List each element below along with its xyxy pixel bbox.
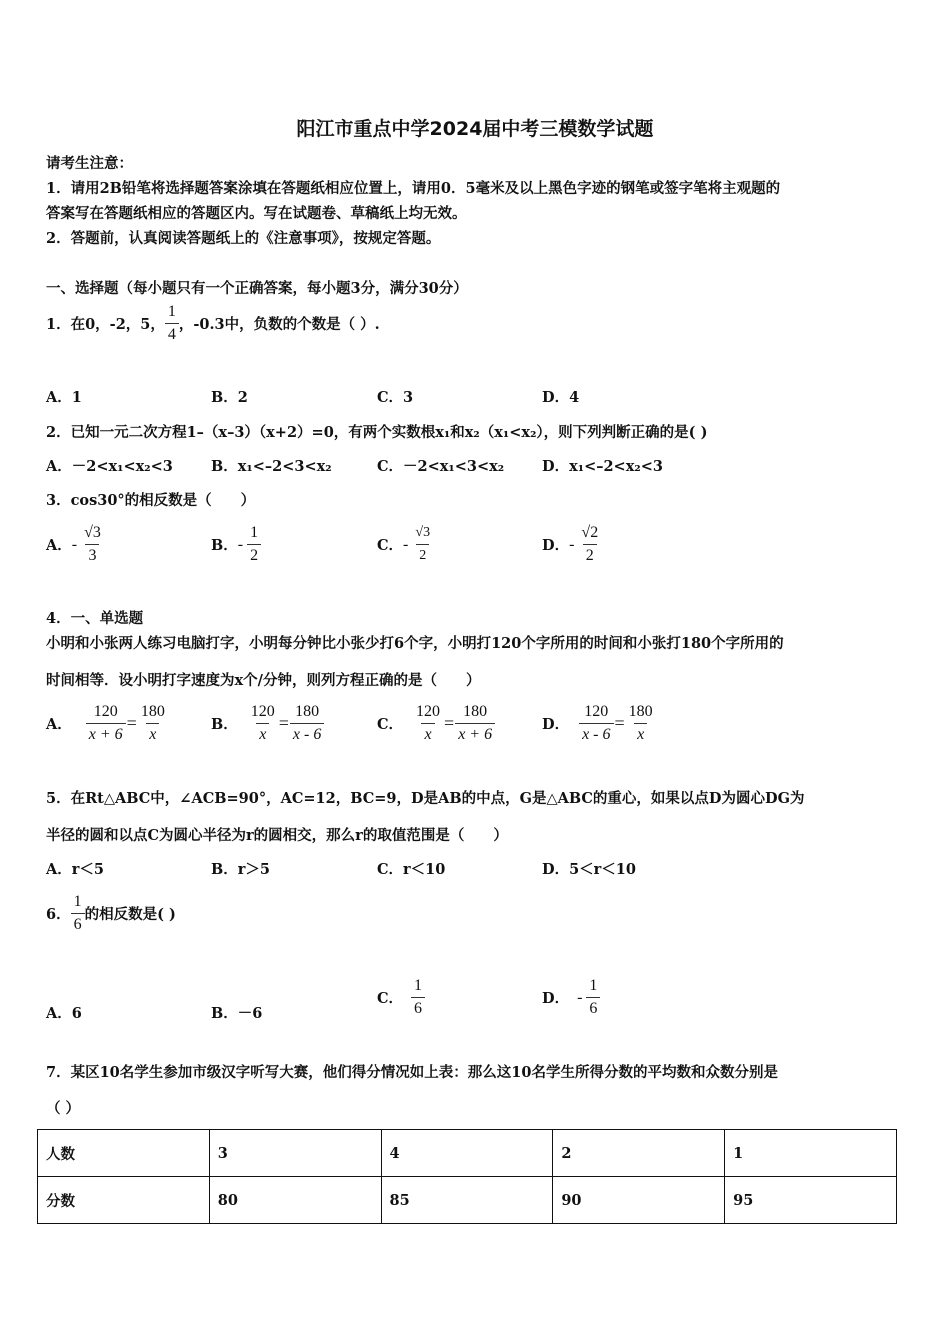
fraction-neg-half: $\frac{1}{2}$ — [247, 522, 261, 567]
q4-option-a[interactable]: A． $\frac{120}{x + 6}$ = $\frac{180}{x}$ — [46, 701, 168, 746]
question-4-heading: 4．一、单选题 — [46, 610, 144, 627]
fraction: $\frac{180}{x + 6}$ — [455, 701, 495, 746]
q2-option-a[interactable]: A．－2<x₁<x₂<3 — [46, 458, 173, 475]
question-6: 6． $\frac{1}{6}$ 的相反数是( ) — [46, 891, 176, 936]
table-cell: 2 — [553, 1130, 725, 1177]
question-5-line-2: 半径的圆和以点C为圆心半径为r的圆相交，那么r的取值范围是（ ） — [46, 827, 508, 844]
fraction: $\frac{180}{x}$ — [626, 701, 656, 746]
q1-option-c[interactable]: C．3 — [377, 389, 414, 406]
fraction: $\frac{120}{x}$ — [413, 701, 443, 746]
q5-option-c[interactable]: C．r＜10 — [377, 861, 446, 878]
fraction: $\frac{120}{x}$ — [248, 701, 278, 746]
q6-option-d[interactable]: D． - $\frac{1}{6}$ — [542, 975, 600, 1020]
question-5-line-1: 5．在Rt△ABC中，∠ACB=90°，AC=12，BC=9，D是AB的中点，G是△ABC的重心，如果以点D为圆心DG为 — [46, 790, 805, 807]
fraction-neg-one-sixth: $\frac{1}{6}$ — [586, 975, 600, 1020]
question-1 — [46, 301, 380, 346]
q6-option-b[interactable]: B．－6 — [211, 1005, 263, 1022]
question-4-line-1: 小明和小张两人练习电脑打字，小明每分钟比小张少打6个字，小明打120个字所用的时间和小张打180个字所用的 — [46, 635, 784, 652]
q5-option-a[interactable]: A．r＜5 — [46, 861, 104, 878]
fraction: $\frac{180}{x}$ — [138, 701, 168, 746]
table-row — [38, 1130, 897, 1177]
q1-option-d[interactable]: D．4 — [542, 389, 580, 406]
table-cell: 95 — [725, 1177, 897, 1224]
fraction-neg-sqrt3-over-3: $\frac{√3}{3}$ — [81, 522, 104, 567]
question-4-line-2: 时间相等．设小明打字速度为x个/分钟，则列方程正确的是（ ） — [46, 672, 481, 689]
q2-option-b[interactable]: B．x₁<–2<3<x₂ — [211, 458, 332, 475]
q6-option-c[interactable]: C． $\frac{1}{6}$ — [377, 975, 425, 1020]
question-7-line-1: 7．某区10名学生参加市级汉字听写大赛，他们得分情况如上表：那么这10名学生所得分数的平均数和众数分别是 — [46, 1064, 778, 1081]
q3-option-b[interactable]: B． - $\frac{1}{2}$ — [211, 522, 261, 567]
section-heading: 一、选择题（每小题只有一个正确答案，每小题3分，满分30分） — [46, 280, 468, 297]
fraction-neg-sqrt3-over-2: $\frac{√3}{2}$ — [412, 522, 433, 567]
q4-option-b[interactable]: B． $\frac{120}{x}$ = $\frac{180}{x - 6}$ — [211, 701, 324, 746]
notice-line-3: 2．答题前，认真阅读答题纸上的《注意事项》，按规定答题。 — [46, 230, 441, 247]
table-cell: 90 — [553, 1177, 725, 1224]
q4-option-d[interactable]: D． $\frac{120}{x - 6}$ = $\frac{180}{x}$ — [542, 701, 656, 746]
q1-option-b[interactable]: B．2 — [211, 389, 248, 406]
q6-option-a[interactable]: A．6 — [46, 1005, 82, 1022]
fraction-one-sixth: $\frac{1}{6}$ — [411, 975, 425, 1020]
question-1-post: ，-0.3中，负数的个数是（ ）. — [178, 316, 380, 333]
table-cell: 分数 — [38, 1177, 210, 1224]
q2-option-d[interactable]: D．x₁<–2<x₂<3 — [542, 458, 663, 475]
q5-option-d[interactable]: D．5＜r＜10 — [542, 861, 636, 878]
q3-option-c[interactable]: C． - $\frac{√3}{2}$ — [377, 522, 433, 567]
q5-option-b[interactable]: B．r＞5 — [211, 861, 270, 878]
page-title: 阳江市重点中学2024届中考三模数学试题 — [296, 118, 654, 140]
q2-option-c[interactable]: C．－2<x₁<3<x₂ — [377, 458, 505, 475]
notice-line-1: 1．请用2B铅笔将选择题答案涂填在答题纸相应位置上，请用0．5毫米及以上黑色字迹的钢笔或签字笔将主观题的 — [46, 180, 781, 197]
table-cell: 3 — [209, 1130, 381, 1177]
fraction-one-quarter: $\frac{1}{4}$ — [165, 301, 179, 346]
table-row — [38, 1177, 897, 1224]
question-2: 2．已知一元二次方程1–（x–3）（x+2）=0，有两个实数根x₁和x₂（x₁<x₂），则下列判断正确的是( ) — [46, 424, 708, 441]
fraction-one-sixth: $\frac{1}{6}$ — [71, 891, 85, 936]
question-3: 3．cos30°的相反数是（ ） — [46, 492, 256, 509]
notice-heading: 请考生注意： — [46, 155, 133, 172]
notice-line-2: 答案写在答题纸相应的答题区内。写在试题卷、草稿纸上均无效。 — [46, 205, 467, 222]
fraction: $\frac{120}{x - 6}$ — [579, 701, 613, 746]
table-cell: 1 — [725, 1130, 897, 1177]
table-cell: 80 — [209, 1177, 381, 1224]
score-table — [37, 1129, 897, 1224]
table-cell: 人数 — [38, 1130, 210, 1177]
q4-option-c[interactable]: C． $\frac{120}{x}$ = $\frac{180}{x + 6}$ — [377, 701, 495, 746]
table-cell: 4 — [381, 1130, 553, 1177]
table-cell: 85 — [381, 1177, 553, 1224]
question-7-line-2: （ ） — [46, 1100, 81, 1117]
question-1-pre: 1．在0，-2，5， — [46, 316, 165, 333]
fraction-neg-sqrt2-over-2: $\frac{√2}{2}$ — [578, 522, 601, 567]
fraction: $\frac{120}{x + 6}$ — [86, 701, 126, 746]
q1-option-a[interactable]: A．1 — [46, 389, 82, 406]
q3-option-a[interactable]: A． - $\frac{√3}{3}$ — [46, 522, 104, 567]
q3-option-d[interactable]: D． - $\frac{√2}{2}$ — [542, 522, 601, 567]
fraction: $\frac{180}{x - 6}$ — [290, 701, 324, 746]
